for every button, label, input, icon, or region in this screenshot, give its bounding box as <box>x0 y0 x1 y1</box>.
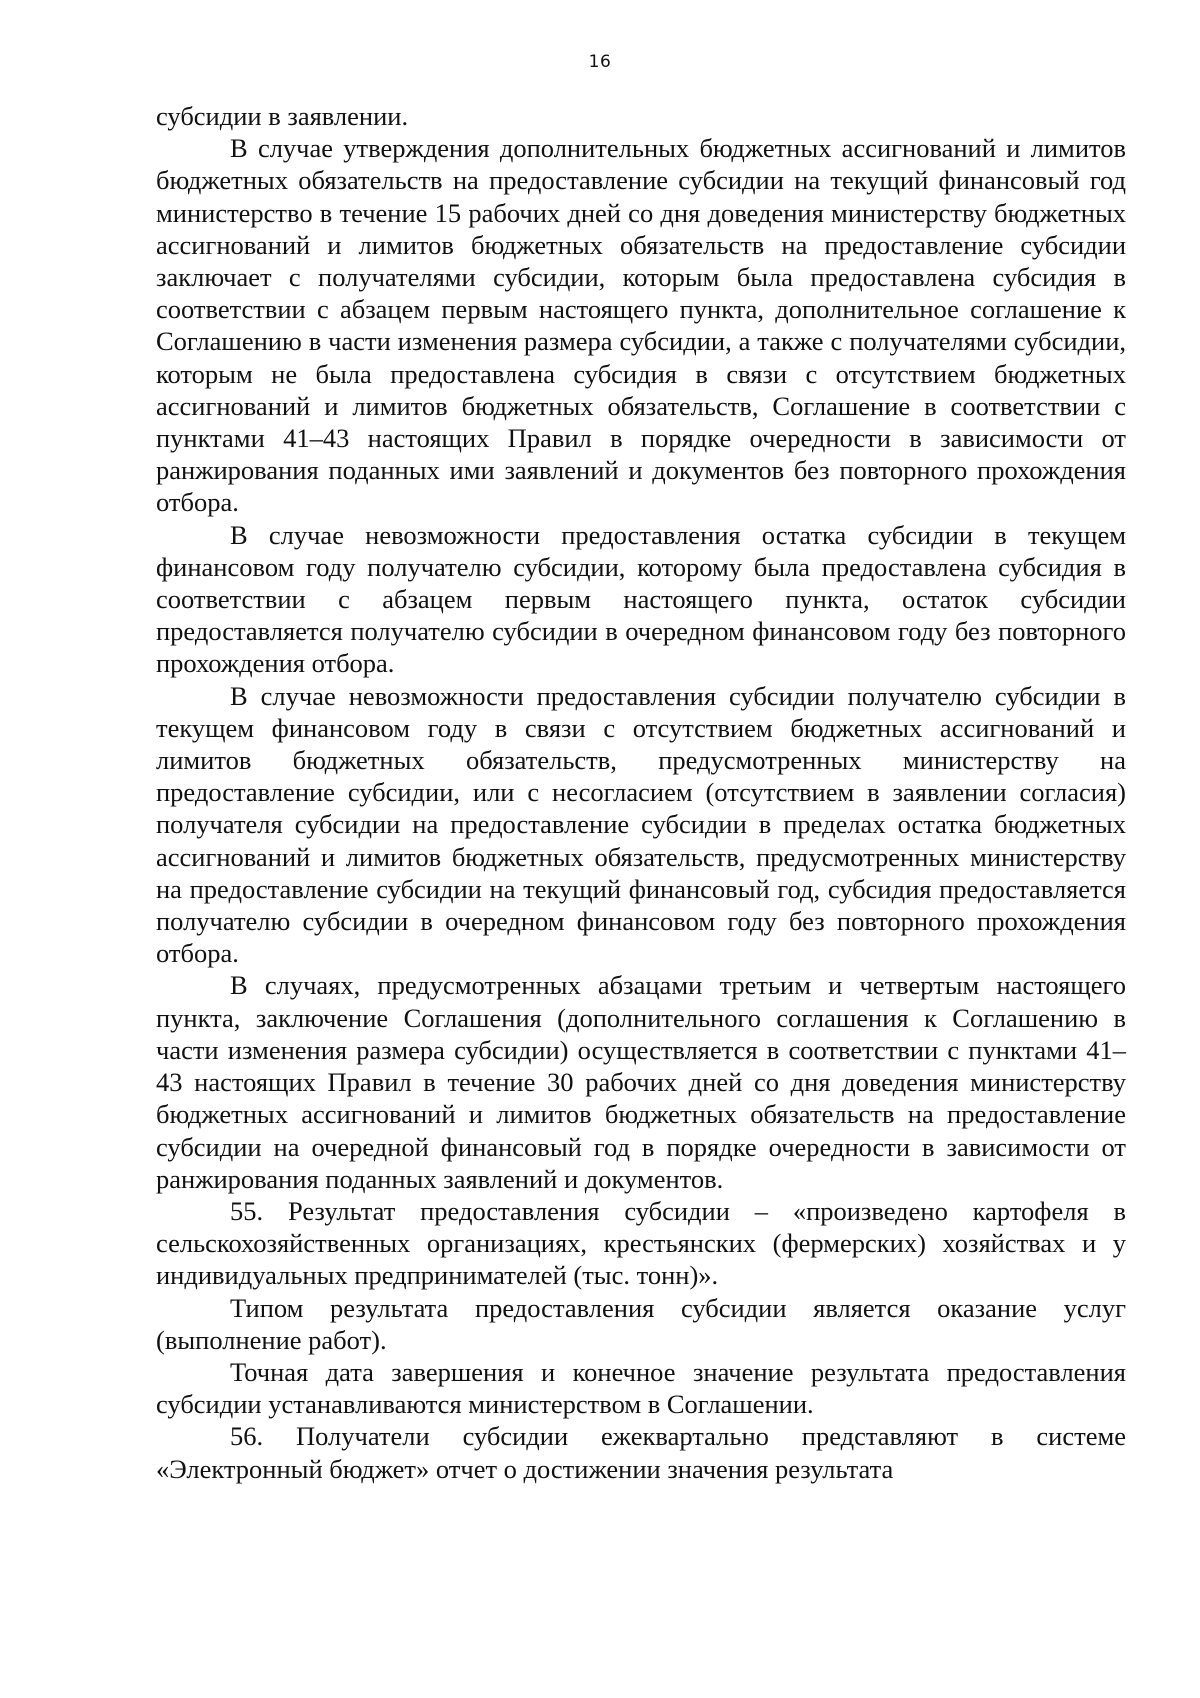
page-number: 16 <box>588 52 612 72</box>
paragraph-continuation: субсидии в заявлении. <box>156 101 409 131</box>
paragraph-subsidy-impossibility: В случае невозможности предоставления субсидии получателю субсидии в текущем финансовом году в связи с отсутствием бюджетных ассигнований и лимитов бюджетных обязательств, предусмотренных министерству на предоставление субсидии, или с несогласием (отсутствием в заявлении согласия) получателя субсидии на предоставление субсидии в пределах остатка бюджетных ассигнований и лимитов бюджетных обязательств, предусмотренных министерству на предоставление субсидии на текущий финансовый год, субсидия предоставляется получателю субсидии в очередном финансовом году без повторного прохождения отбора. <box>156 680 1126 969</box>
paragraph-item-55: 55. Результат предоставления субсидии – «произведено картофеля в сельскохозяйственных организациях, крестьянских (фермерских) хозяйствах и у индивидуальных предпринимателей (тыс. тонн)». <box>156 1195 1126 1291</box>
document-body <box>156 100 1126 1485</box>
paragraph-remaining-subsidy: В случае невозможности предоставления остатка субсидии в текущем финансовом году получателю субсидии, которому была предоставлена субсидия в соответствии с абзацем первым настоящего пункта, остаток субсидии предоставляется получателю субсидии в очередном финансовом году без повторного прохождения отбора. <box>156 519 1126 679</box>
paragraph-additional-allocations: В случае утверждения дополнительных бюджетных ассигнований и лимитов бюджетных обязательств на предоставление субсидии на текущий финансовый год министерство в течение 15 рабочих дней со дня доведения министерству бюджетных ассигнований и лимитов бюджетных обязательств на предоставление субсидии заключает с получателями субсидии, которым была предоставлена субсидия в соответствии с абзацем первым настоящего пункта, дополнительное соглашение к Соглашению в части изменения размера субсидии, а также с получателями субсидии, которым не была предоставлена субсидия в связи с отсутствием бюджетных ассигнований и лимитов бюджетных обязательств, Соглашение в соответствии с пунктами 41–43 настоящих Правил в порядке очередности в зависимости от ранжирования поданных ими заявлений и документов без повторного прохождения отбора. <box>156 133 1126 518</box>
paragraph-item-56: 56. Получатели субсидии ежеквартально представляют в системе «Электронный бюджет» отчет о достижении значения результата <box>156 1421 1126 1484</box>
paragraph-result-date: Точная дата завершения и конечное значение результата предоставления субсидии устанавливаются министерством в Соглашении. <box>156 1356 1126 1420</box>
paragraph-agreement-conclusion: В случаях, предусмотренных абзацами третьим и четвертым настоящего пункта, заключение Соглашения (дополнительного соглашения к Соглашению в части изменения размера субсидии) осуществляется в соответствии с пунктами 41–43 настоящих Правил в течение 30 рабочих дней со дня доведения министерству бюджетных ассигнований и лимитов бюджетных обязательств на предоставление субсидии на очередной финансовый год в порядке очередности в зависимости от ранжирования поданных заявлений и документов. <box>156 970 1126 1194</box>
paragraph-result-type: Типом результата предоставления субсидии является оказание услуг (выполнение работ). <box>156 1292 1126 1355</box>
